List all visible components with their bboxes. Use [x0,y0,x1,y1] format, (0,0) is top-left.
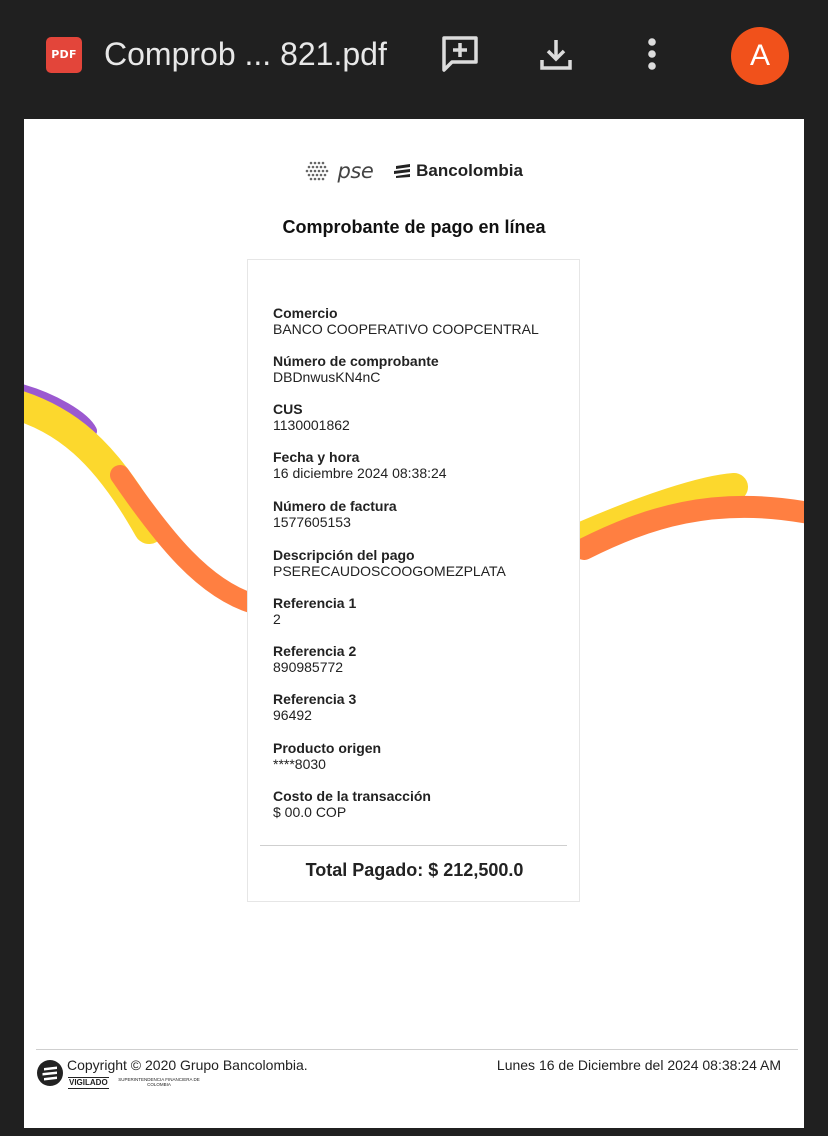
field-fecha-hora [273,449,573,481]
field-numero-comprobante [273,353,573,385]
receipt-card [247,259,580,902]
field-value: 2 [273,611,281,627]
field-value: DBDnwusKN4nC [273,369,381,385]
field-value: ****8030 [273,756,326,772]
footer-date: Lunes 16 de Diciembre del 2024 08:38:24 AM [496,1057,781,1073]
pse-logo [305,159,373,183]
field-producto-origen [273,740,573,772]
field-costo-transaccion [273,788,573,820]
field-cus [273,401,573,433]
vigilado-label: VIGILADO [69,1078,108,1087]
superfinanciera-label: SUPERINTENDENCIA FINANCIERA DE COLOMBIA [118,1077,200,1087]
bancolombia-logo-text: Bancolombia [416,161,523,180]
field-label: CUS [273,401,303,417]
field-value: BANCO COOPERATIVO COOPCENTRAL [273,321,539,337]
field-label: Número de factura [273,498,397,514]
field-comercio [273,305,573,337]
field-label: Referencia 2 [273,643,357,659]
field-label: Referencia 3 [273,691,357,707]
field-label: Producto origen [273,740,382,756]
total-paid: Total Pagado: $ 212,500.0 [305,860,524,880]
field-referencia-1 [273,595,573,627]
field-label: Fecha y hora [273,449,360,465]
field-value: 1577605153 [273,514,351,530]
footer-divider [36,1049,798,1050]
download-icon[interactable] [534,32,578,76]
document-title: Comprobante de pago en línea [282,217,546,237]
field-label: Costo de la transacción [273,788,431,804]
pdf-file-icon: PDF [46,37,82,73]
more-options-icon[interactable] [630,32,674,76]
field-referencia-3 [273,691,573,723]
copyright-text: Copyright © 2020 Grupo Bancolombia. [67,1057,308,1073]
field-label: Número de comprobante [273,353,439,369]
receipt-divider [260,845,567,846]
field-referencia-2 [273,643,573,675]
field-label: Comercio [273,305,338,321]
pse-logo-text: pse [337,159,374,183]
brand-logos [24,159,804,191]
field-value: 16 diciembre 2024 08:38:24 [273,465,447,481]
field-value: 96492 [273,707,312,723]
field-label: Descripción del pago [273,547,415,563]
field-numero-factura [273,498,573,530]
field-value: PSERECAUDOSCOOGOMEZPLATA [273,563,506,579]
field-value: 1130001862 [273,417,350,433]
field-descripcion-pago [273,547,573,579]
field-value: $ 00.0 COP [273,804,347,820]
pdf-page [24,119,804,1128]
bancolombia-footer-logo [36,1059,64,1087]
account-avatar[interactable]: A [731,27,789,85]
bancolombia-logo [394,161,523,181]
viewer-toolbar [0,0,828,112]
file-title[interactable]: Comprob ... 821.pdf [104,36,387,72]
field-label: Referencia 1 [273,595,357,611]
add-comment-icon[interactable] [438,32,482,76]
field-value: 890985772 [273,659,344,675]
